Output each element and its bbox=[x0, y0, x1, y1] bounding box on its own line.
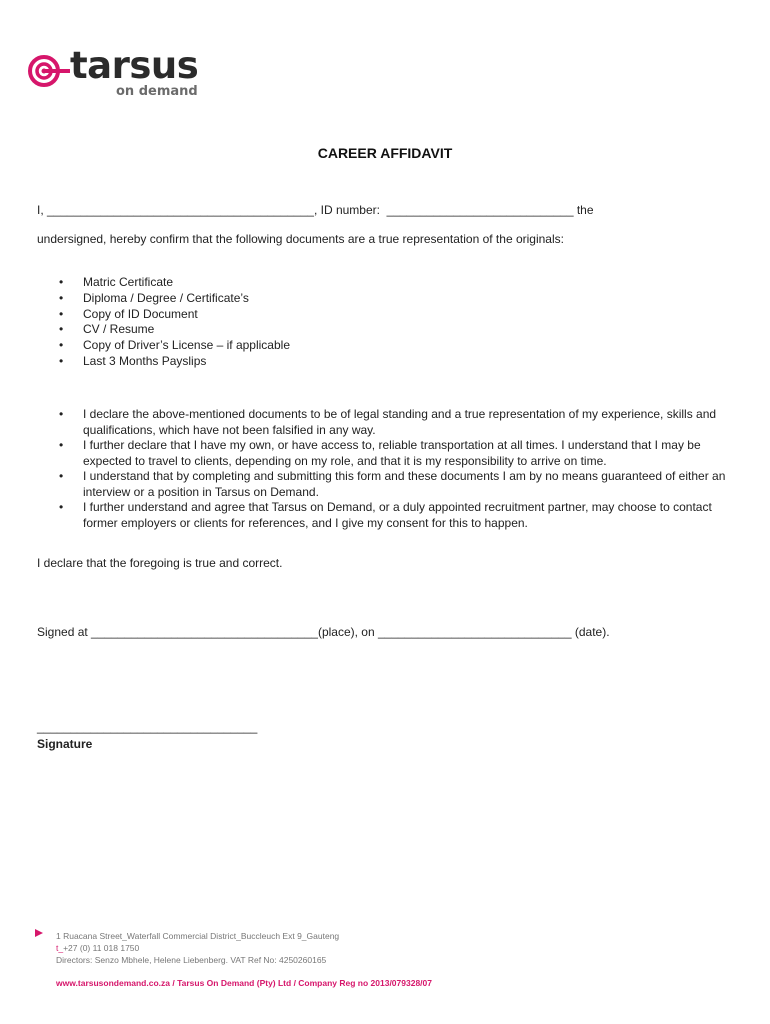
declarations-list bbox=[55, 407, 735, 531]
foregoing-statement: I declare that the foregoing is true and correct. bbox=[37, 556, 283, 570]
signature-label: Signature bbox=[37, 737, 93, 751]
logo-tagline: on demand bbox=[116, 84, 198, 99]
declaration-item: • I further declare that I have my own, or have access to, reliable transportation at all times. I understand that I may be expected to travel to clients, depending on my role, and that it is my responsibility to arrive on time. bbox=[55, 438, 735, 469]
page-title: CAREER AFFIDAVIT bbox=[317, 145, 453, 161]
list-item: • Diploma / Degree / Certificate’s bbox=[55, 291, 290, 307]
declaration-item: • I further understand and agree that Tarsus on Demand, or a duly appointed recruitment partner, may choose to contact former employers or clients for references, and I give my consent for this to happen. bbox=[55, 500, 735, 531]
logo-wordmark: tarsus bbox=[70, 44, 199, 87]
intro-line-2: undersigned, hereby confirm that the following documents are a true representation of the originals: bbox=[37, 232, 564, 246]
arrow-icon bbox=[35, 929, 43, 937]
footer-directors: Directors: Senzo Mbhele, Helene Liebenberg. VAT Ref No: 4250260165 bbox=[56, 955, 327, 965]
list-item: • Matric Certificate bbox=[55, 275, 290, 291]
phone-number: +27 (0) 11 018 1750 bbox=[63, 943, 140, 953]
list-item: • CV / Resume bbox=[55, 322, 290, 338]
list-item: • Copy of Driver’s License – if applicable bbox=[55, 338, 290, 354]
declaration-item: • I understand that by completing and submitting this form and these documents I am by no means guaranteed of either an interview or a position in Tarsus on Demand. bbox=[55, 469, 735, 500]
list-item: • Copy of ID Document bbox=[55, 307, 290, 323]
intro-line-1: I, ________________________________________, ID number: ____________________________ the bbox=[37, 203, 594, 217]
footer-phone bbox=[56, 943, 139, 953]
phone-prefix: t_ bbox=[56, 943, 64, 953]
footer-address: 1 Ruacana Street_Waterfall Commercial District_Buccleuch Ext 9_Gauteng bbox=[56, 931, 340, 941]
target-icon bbox=[26, 54, 70, 88]
declaration-item: • I declare the above-mentioned documents to be of legal standing and a true representation of my experience, skills and qualifications, which have not been falsified in any way. bbox=[55, 407, 735, 438]
tarsus-logo bbox=[26, 44, 216, 104]
list-item: • Last 3 Months Payslips bbox=[55, 354, 290, 370]
signed-at-line: Signed at __________________________________(place), on _____________________________ (date). bbox=[37, 625, 610, 639]
documents-list bbox=[55, 275, 290, 370]
footer-website-link[interactable]: www.tarsusondemand.co.za / Tarsus On Demand (Pty) Ltd / Company Reg no 2013/079328/07 bbox=[56, 978, 432, 988]
signature-line: _________________________________ bbox=[37, 720, 258, 734]
